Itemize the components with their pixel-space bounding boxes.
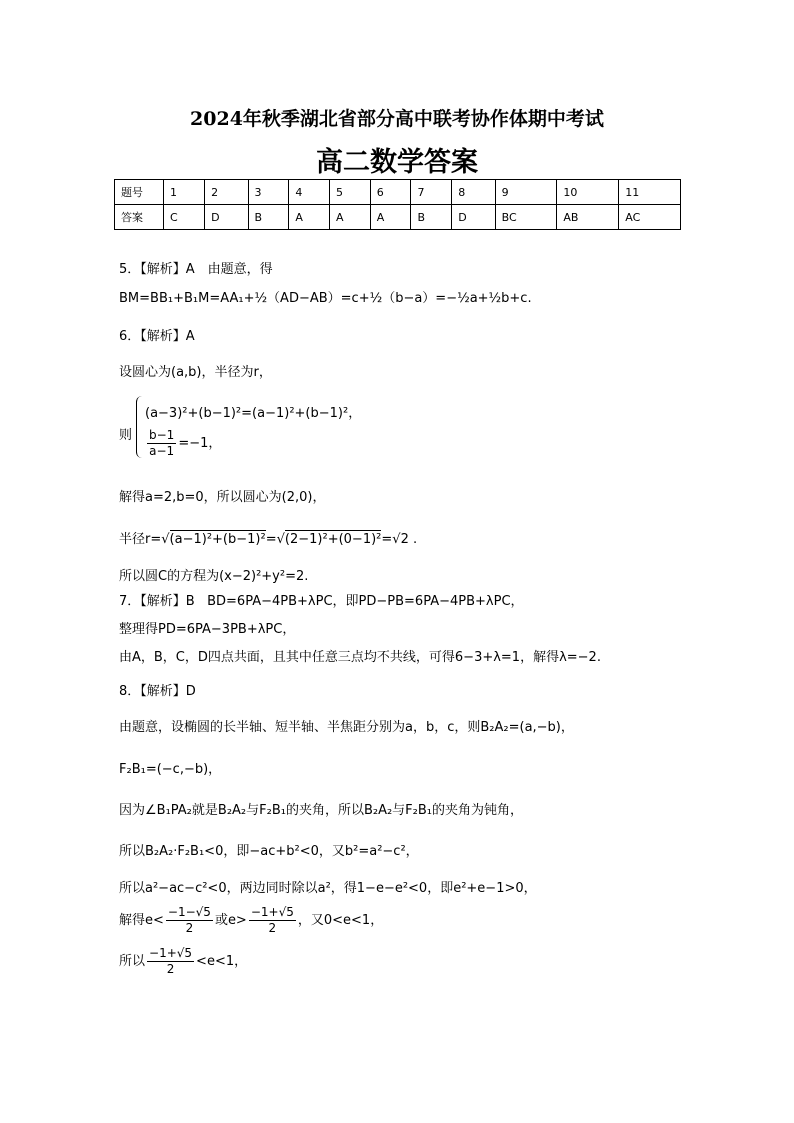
q8-eccentricity: 所以a²−ac−c²<0，两边同时除以a²，得1−e−e²<0，即e²+e−1>0， xyxy=(119,881,537,896)
q6-system-line1: (a−3)²+(b−1)²=(a−1)²+(b−1)²， xyxy=(145,406,362,421)
row-label-answer: 答案 xyxy=(115,205,164,230)
table-cell: 9 xyxy=(495,180,557,205)
document-title: 2024年秋季湖北省部分高中联考协作体期中考试 xyxy=(190,108,604,130)
q8-frac-den2: 2 xyxy=(268,921,277,935)
q6-radius-rad1: (a−1)²+(b−1)² xyxy=(169,532,266,547)
document-subtitle: 高二数学答案 xyxy=(316,147,478,178)
q8-solve-tail: ，又0<e<1， xyxy=(297,913,384,928)
q6-system-line2-tail: =−1， xyxy=(178,436,222,451)
q8-frac-num3: −1+√5 xyxy=(149,946,193,960)
answer-row xyxy=(115,205,681,230)
q8-heading: 8．【解析】D xyxy=(119,684,196,699)
q5-heading: 5．【解析】A 由题意，得 xyxy=(119,262,273,277)
table-cell: 2 xyxy=(205,180,248,205)
q8-vector: F₂B₁=(−c,−b)， xyxy=(119,762,222,777)
q8-solve-prefix: 解得e< xyxy=(119,913,164,928)
q8-frac-num2: −1+√5 xyxy=(250,905,294,919)
q8-angle: 因为∠B₁PA₂就是B₂A₂与F₂B₁的夹角，所以B₂A₂与F₂B₁的夹角为钝角， xyxy=(119,803,524,818)
q7-heading: 7．【解析】B xyxy=(119,594,195,609)
q6-conclusion: 所以圆C的方程为(x−2)²+y²=2. xyxy=(119,569,309,584)
table-cell: D xyxy=(205,205,248,230)
q8-solve xyxy=(119,905,383,936)
q7-conclusion: 由A，B，C，D四点共面，且其中任意三点均不共线，可得6−3+λ=1，解得λ=−2. xyxy=(119,650,601,665)
q8-conclusion-tail: <e<1， xyxy=(196,954,248,969)
q8-inequality: 所以B₂A₂·F₂B₁<0，即−ac+b²<0，又b²=a²−c²， xyxy=(119,844,419,859)
table-cell: 8 xyxy=(452,180,495,205)
question-number-row xyxy=(115,180,681,205)
q6-solve: 解得a=2,b=0，所以圆心为(2,0)， xyxy=(119,490,326,505)
row-label-question: 题号 xyxy=(115,180,164,205)
table-cell: A xyxy=(370,205,411,230)
table-cell: AC xyxy=(619,205,681,230)
q6-radius-rad2: (2−1)²+(0−1)² xyxy=(284,532,382,547)
q6-radius: 半径r=√(a−1)²+(b−1)²=√(2−1)²+(0−1)²=√2 . xyxy=(119,532,418,547)
q6-setup: 设圆心为(a,b)，半径为r， xyxy=(119,365,272,380)
q8-solve-mid: 或e> xyxy=(214,913,247,928)
table-cell: 6 xyxy=(370,180,411,205)
q8-setup: 由题意，设椭圆的长半轴、短半轴、半焦距分别为a，b，c，则B₂A₂=(a,−b)， xyxy=(119,720,574,735)
table-cell: BC xyxy=(495,205,557,230)
q7-equation: BD=6PA−4PB+λPC，即PD−PB=6PA−4PB+λPC， xyxy=(207,594,524,609)
table-cell: B xyxy=(248,205,289,230)
q6-frac-num: b−1 xyxy=(149,428,175,442)
table-cell: C xyxy=(164,205,205,230)
q6-system-brace xyxy=(136,396,143,458)
q8-conclusion xyxy=(119,946,247,977)
table-cell: 10 xyxy=(557,180,619,205)
q5-equation: BM=BB₁+B₁M=AA₁+½（AD−AB）=c+½（b−a）=−½a+½b+c. xyxy=(119,291,532,306)
q6-radius-tail: =√2 . xyxy=(381,532,418,547)
table-cell: A xyxy=(289,205,330,230)
table-cell: B xyxy=(411,205,452,230)
q8-frac-den3: 2 xyxy=(166,962,175,976)
q8-frac-den1: 2 xyxy=(185,921,194,935)
q6-radius-prefix: 半径r= xyxy=(119,532,162,547)
table-cell: 11 xyxy=(619,180,681,205)
table-cell: 5 xyxy=(330,180,371,205)
sqrt-icon: √ xyxy=(161,532,170,547)
sqrt-icon: √ xyxy=(276,532,285,547)
table-cell: AB xyxy=(557,205,619,230)
q6-system-line2 xyxy=(145,428,221,459)
q6-heading: 6．【解析】A xyxy=(119,329,195,344)
table-cell: A xyxy=(330,205,371,230)
q7-first-line xyxy=(119,590,524,609)
answer-table xyxy=(114,179,681,230)
table-cell: 7 xyxy=(411,180,452,205)
table-cell: 1 xyxy=(164,180,205,205)
table-cell: 3 xyxy=(248,180,289,205)
q7-rearranged: 整理得PD=6PA−3PB+λPC， xyxy=(119,622,296,637)
q8-conclusion-prefix: 所以 xyxy=(119,954,146,969)
q6-frac-den: a−1 xyxy=(149,444,175,458)
q8-frac-num1: −1−√5 xyxy=(167,905,211,919)
q6-system-prefix: 则 xyxy=(119,428,133,443)
table-cell: 4 xyxy=(289,180,330,205)
table-cell: D xyxy=(452,205,495,230)
